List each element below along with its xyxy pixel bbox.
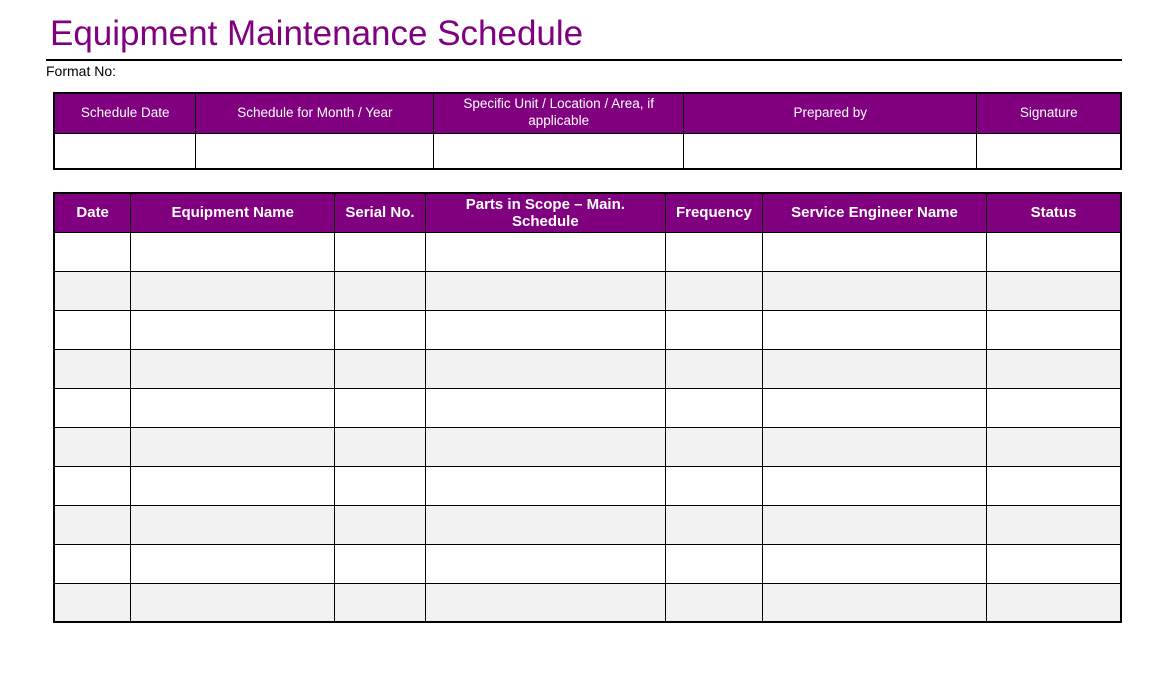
- info-table: [53, 92, 1122, 170]
- table-cell[interactable]: [987, 427, 1121, 466]
- table-cell[interactable]: [987, 271, 1121, 310]
- table-cell[interactable]: [54, 349, 131, 388]
- table-cell[interactable]: [335, 388, 426, 427]
- table-cell[interactable]: [987, 388, 1121, 427]
- table-cell[interactable]: [131, 505, 335, 544]
- table-cell[interactable]: [987, 310, 1121, 349]
- table-cell[interactable]: [54, 310, 131, 349]
- table-cell[interactable]: [335, 544, 426, 583]
- info-table-body: [54, 133, 1121, 169]
- schedule-header-status: Status: [987, 193, 1121, 232]
- table-cell[interactable]: [987, 232, 1121, 271]
- schedule-table-body: [54, 232, 1121, 622]
- schedule-table-header-row: [54, 193, 1121, 232]
- table-cell[interactable]: [131, 427, 335, 466]
- table-cell[interactable]: [335, 466, 426, 505]
- table-cell[interactable]: [987, 349, 1121, 388]
- page-title: Equipment Maintenance Schedule: [50, 14, 584, 53]
- table-cell[interactable]: [762, 271, 986, 310]
- table-cell[interactable]: [425, 310, 665, 349]
- table-cell[interactable]: [762, 466, 986, 505]
- table-row: [54, 427, 1121, 466]
- table-cell[interactable]: [425, 232, 665, 271]
- table-cell[interactable]: [665, 466, 762, 505]
- schedule-header-serial-no: Serial No.: [335, 193, 426, 232]
- table-cell[interactable]: [665, 505, 762, 544]
- table-row: [54, 133, 1121, 169]
- table-cell[interactable]: [977, 133, 1121, 169]
- title-block: [46, 14, 1122, 61]
- table-cell[interactable]: [54, 544, 131, 583]
- table-cell[interactable]: [335, 232, 426, 271]
- table-cell[interactable]: [335, 271, 426, 310]
- table-cell[interactable]: [131, 583, 335, 622]
- table-cell[interactable]: [425, 427, 665, 466]
- table-cell[interactable]: [131, 388, 335, 427]
- table-row: [54, 349, 1121, 388]
- table-row: [54, 388, 1121, 427]
- table-cell[interactable]: [54, 583, 131, 622]
- table-cell[interactable]: [762, 427, 986, 466]
- table-cell[interactable]: [335, 505, 426, 544]
- table-row: [54, 583, 1121, 622]
- table-cell[interactable]: [762, 310, 986, 349]
- table-cell[interactable]: [987, 544, 1121, 583]
- table-cell[interactable]: [131, 466, 335, 505]
- table-cell[interactable]: [54, 232, 131, 271]
- table-cell[interactable]: [987, 466, 1121, 505]
- table-cell[interactable]: [665, 349, 762, 388]
- table-cell[interactable]: [425, 544, 665, 583]
- table-cell[interactable]: [665, 271, 762, 310]
- table-cell[interactable]: [131, 310, 335, 349]
- info-header-specific-unit-location: Specific Unit / Location / Area, if applicable: [434, 93, 684, 133]
- table-cell[interactable]: [196, 133, 434, 169]
- schedule-header-frequency: Frequency: [665, 193, 762, 232]
- schedule-header-date: Date: [54, 193, 131, 232]
- table-cell[interactable]: [665, 583, 762, 622]
- table-cell[interactable]: [987, 505, 1121, 544]
- table-cell[interactable]: [54, 271, 131, 310]
- table-cell[interactable]: [762, 505, 986, 544]
- table-cell[interactable]: [762, 583, 986, 622]
- table-cell[interactable]: [131, 232, 335, 271]
- table-cell[interactable]: [335, 349, 426, 388]
- table-cell[interactable]: [762, 544, 986, 583]
- table-cell[interactable]: [54, 466, 131, 505]
- info-table-header-row: [54, 93, 1121, 133]
- table-cell[interactable]: [987, 583, 1121, 622]
- table-cell[interactable]: [425, 583, 665, 622]
- table-cell[interactable]: [762, 388, 986, 427]
- table-cell[interactable]: [684, 133, 977, 169]
- table-cell[interactable]: [425, 349, 665, 388]
- format-no-label: Format No:: [46, 63, 117, 79]
- info-header-schedule-date: Schedule Date: [54, 93, 196, 133]
- table-cell[interactable]: [335, 583, 426, 622]
- table-cell[interactable]: [131, 349, 335, 388]
- table-row: [54, 466, 1121, 505]
- table-cell[interactable]: [425, 466, 665, 505]
- table-cell[interactable]: [425, 505, 665, 544]
- info-header-signature: Signature: [977, 93, 1121, 133]
- table-row: [54, 505, 1121, 544]
- table-cell[interactable]: [665, 388, 762, 427]
- table-cell[interactable]: [54, 427, 131, 466]
- table-cell[interactable]: [434, 133, 684, 169]
- table-cell[interactable]: [665, 427, 762, 466]
- table-cell[interactable]: [665, 310, 762, 349]
- info-header-prepared-by: Prepared by: [684, 93, 977, 133]
- table-cell[interactable]: [762, 232, 986, 271]
- schedule-header-parts-in-scope: Parts in Scope – Main. Schedule: [425, 193, 665, 232]
- table-cell[interactable]: [131, 271, 335, 310]
- table-cell[interactable]: [335, 310, 426, 349]
- table-cell[interactable]: [425, 388, 665, 427]
- table-row: [54, 310, 1121, 349]
- table-row: [54, 544, 1121, 583]
- table-cell[interactable]: [54, 133, 196, 169]
- table-cell[interactable]: [665, 544, 762, 583]
- table-cell[interactable]: [54, 505, 131, 544]
- table-cell[interactable]: [665, 232, 762, 271]
- schedule-table: [53, 192, 1122, 623]
- schedule-header-equipment-name: Equipment Name: [131, 193, 335, 232]
- table-cell[interactable]: [54, 388, 131, 427]
- table-cell[interactable]: [131, 544, 335, 583]
- schedule-header-service-engineer-name: Service Engineer Name: [762, 193, 986, 232]
- table-cell[interactable]: [335, 427, 426, 466]
- table-row: [54, 232, 1121, 271]
- table-cell[interactable]: [762, 349, 986, 388]
- info-header-schedule-month-year: Schedule for Month / Year: [196, 93, 434, 133]
- table-row: [54, 271, 1121, 310]
- table-cell[interactable]: [425, 271, 665, 310]
